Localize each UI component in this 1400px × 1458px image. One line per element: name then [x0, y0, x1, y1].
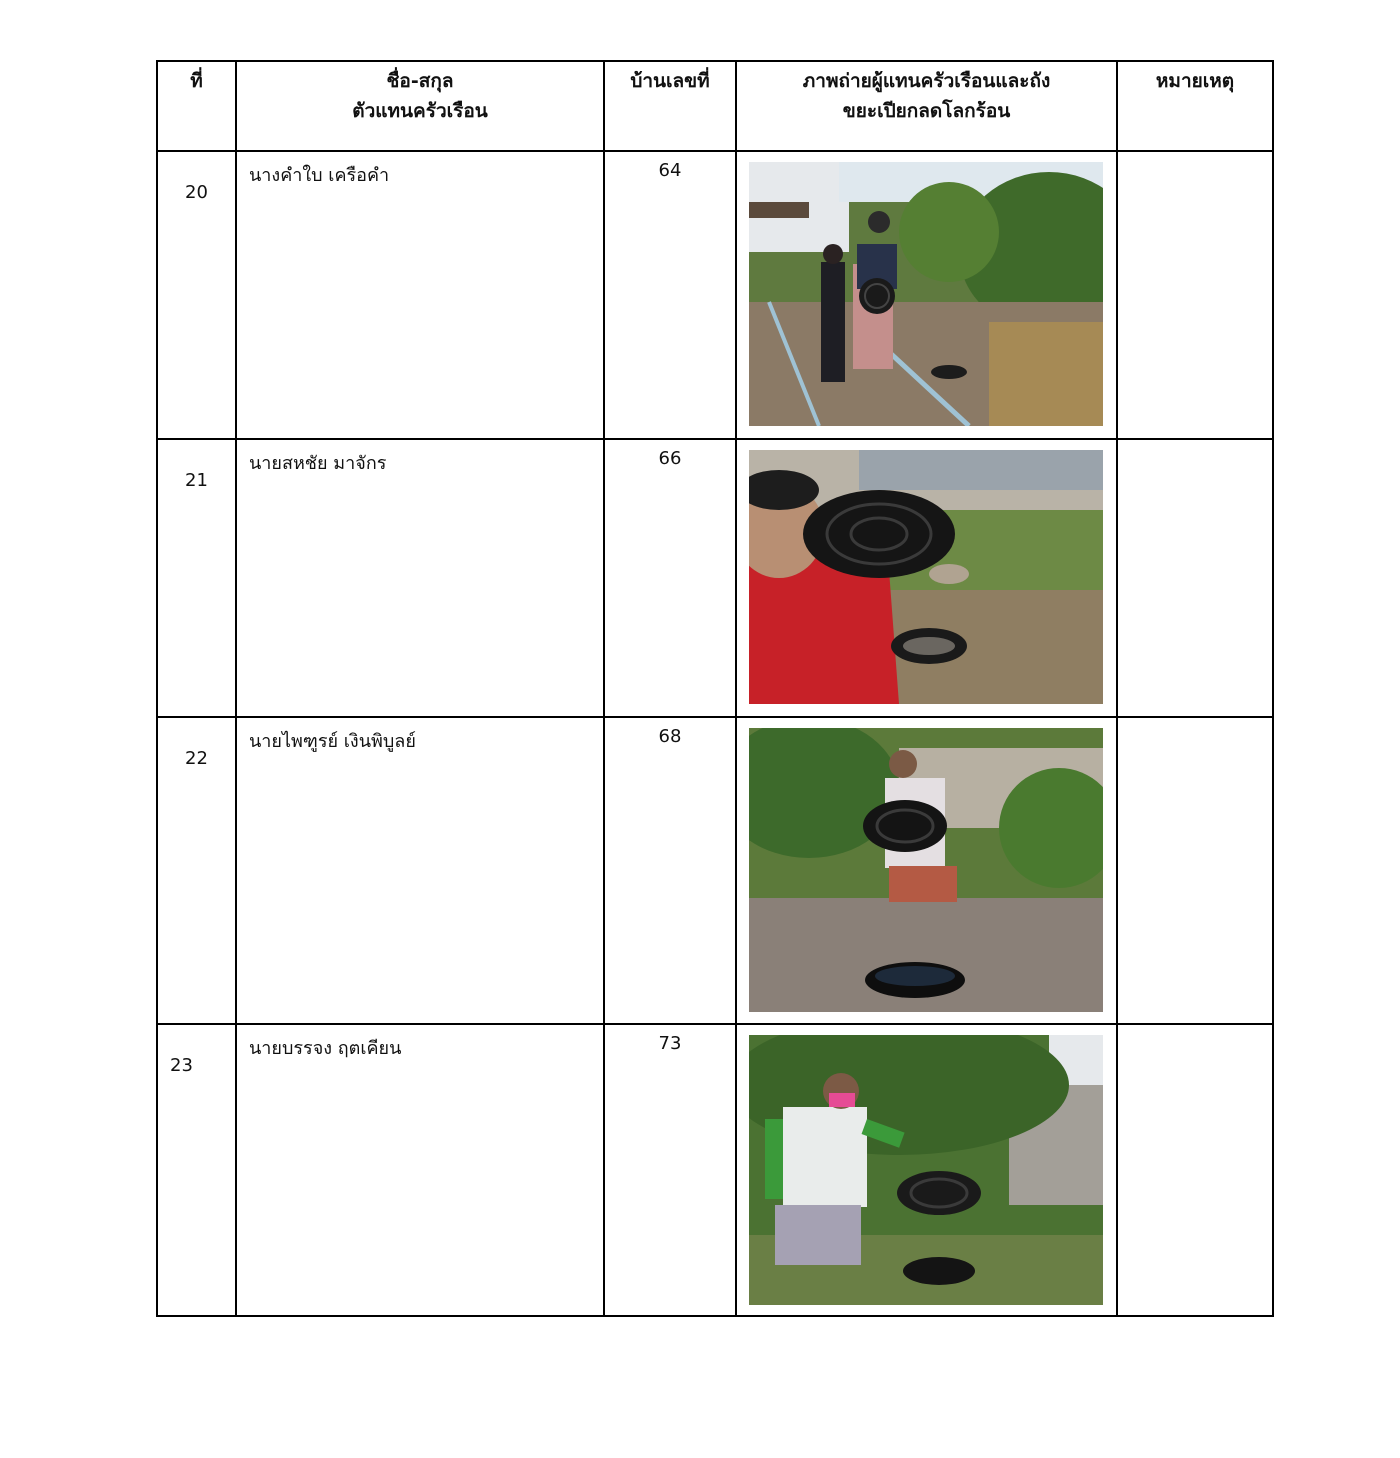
row-house-number: 73	[604, 1024, 736, 1316]
household-registry-table	[156, 60, 1274, 1317]
row-photo-cell	[736, 717, 1117, 1024]
row-photo-cell	[736, 1024, 1117, 1316]
row-note	[1117, 717, 1273, 1024]
row-number: 21	[157, 439, 236, 717]
row-number: 22	[157, 717, 236, 1024]
table-row	[157, 1024, 1273, 1316]
table-row	[157, 439, 1273, 717]
household-photo	[749, 162, 1103, 426]
header-house-number: บ้านเลขที่	[604, 61, 736, 151]
row-number: 23	[157, 1024, 236, 1316]
row-house-number: 66	[604, 439, 736, 717]
header-note: หมายเหตุ	[1117, 61, 1273, 151]
table-row	[157, 717, 1273, 1024]
header-photo: ภาพถ่ายผู้แทนครัวเรือนและถัง ขยะเปียกลดโลกร้อน	[736, 61, 1117, 151]
header-no: ที่	[157, 61, 236, 151]
row-photo-cell	[736, 151, 1117, 439]
row-note	[1117, 1024, 1273, 1316]
row-note	[1117, 151, 1273, 439]
header-name: ชื่อ-สกุล ตัวแทนครัวเรือน	[236, 61, 604, 151]
row-house-number: 68	[604, 717, 736, 1024]
household-photo	[749, 450, 1103, 704]
row-photo-cell	[736, 439, 1117, 717]
row-name: นายสหชัย มาจักร	[236, 439, 604, 717]
household-photo	[749, 1035, 1103, 1305]
row-name: นายไพฑูรย์ เงินพิบูลย์	[236, 717, 604, 1024]
row-name: นายบรรจง ฤตเคียน	[236, 1024, 604, 1316]
header-row	[157, 61, 1273, 151]
table-row	[157, 151, 1273, 439]
row-note	[1117, 439, 1273, 717]
household-photo	[749, 728, 1103, 1012]
row-house-number: 64	[604, 151, 736, 439]
row-name: นางคำใบ เครือคำ	[236, 151, 604, 439]
row-number: 20	[157, 151, 236, 439]
